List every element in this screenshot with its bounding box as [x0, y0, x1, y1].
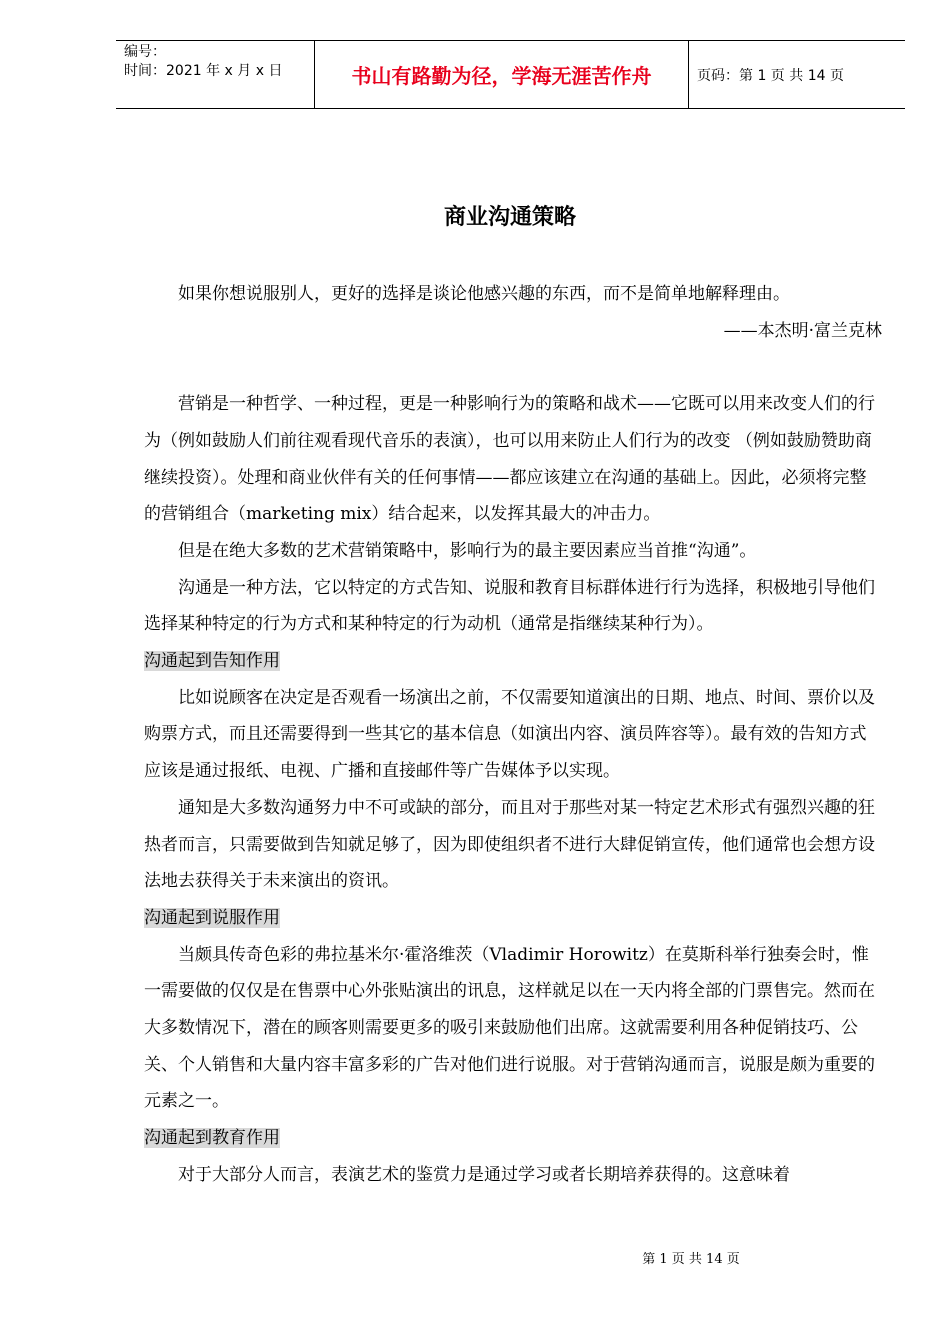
- paragraph: 营销是一种哲学、一种过程，更是一种影响行为的策略和战术——它既可以用来改变人们的行为（例如鼓励人们前往观看现代音乐的表演），也可以用来防止人们行为的改变 （例如鼓励赞助商继续投资）。处理和商业伙伴有关的任何事情——都应该建立在沟通的基础上。因此，必须将完整的营销组合（marketing mix）结合起来，以发挥其最大的冲击力。: [144, 394, 875, 525]
- epigraph-quote: 如果你想说服别人，更好的选择是谈论他感兴趣的东西，而不是简单地解释理由。: [178, 284, 790, 304]
- paragraph: 但是在绝大多数的艺术营销策略中，影响行为的最主要因素应当首推“沟通”。: [178, 540, 757, 561]
- section-heading: [144, 900, 882, 937]
- section-heading: [144, 643, 882, 680]
- section-heading-text: 沟通起到说服作用: [144, 907, 280, 928]
- paragraph: 比如说顾客在决定是否观看一场演出之前，不仅需要知道演出的日期、地点、时间、票价以及购票方式，而且还需要得到一些其它的基本信息（如演出内容、演员阵容等）。最有效的告知方式应该是通过报纸、电视、广播和直接邮件等广告媒体予以实现。: [144, 687, 875, 782]
- page-footer: 第 1 页 共 14 页: [642, 1252, 740, 1267]
- epigraph-author: ——本杰明·富兰克林: [723, 320, 882, 341]
- header-motto: 书山有路勤为径，学海无涯苦作舟: [315, 41, 689, 108]
- header-page-info: 页码：第 1 页 共 14 页: [697, 67, 844, 84]
- paragraph: 对于大部分人而言，表演艺术的鉴赏力是通过学习或者长期培养获得的。这意味着: [178, 1164, 790, 1185]
- spacer: [144, 349, 882, 386]
- section-heading-text: 沟通起到告知作用: [144, 651, 280, 672]
- document-body: [144, 276, 882, 1194]
- paragraph: 当颇具传奇色彩的弗拉基米尔·霍洛维茨（Vladimir Horowitz）在莫斯科举行独奏会时，惟一需要做的仅仅是在售票中心外张贴演出的讯息，这样就足以在一天内将全部的门票售完。然而在大多数情况下，潜在的顾客则需要更多的吸引来鼓励他们出席。这就需要利用各种促销技巧、公关、个人销售和大量内容丰富多彩的广告对他们进行说服。对于营销沟通而言，说服是颇为重要的元素之一。: [144, 944, 875, 1112]
- section-heading: [144, 1120, 882, 1157]
- header-table: [116, 40, 905, 109]
- paragraph: 通知是大多数沟通努力中不可或缺的部分，而且对于那些对某一特定艺术形式有强烈兴趣的狂热者而言，只需要做到告知就足够了，因为即使组织者不进行大肆促销宣传，他们通常也会想方设法地去获得关于未来演出的资讯。: [144, 797, 875, 892]
- number-label: 编号：: [124, 44, 166, 60]
- section-heading-text: 沟通起到教育作用: [144, 1128, 280, 1149]
- paragraph: 沟通是一种方法，它以特定的方式告知、说服和教育目标群体进行行为选择，积极地引导他们选择某种特定的行为方式和某种特定的行为动机（通常是指继续某种行为）。: [144, 577, 875, 635]
- header-meta-cell: [116, 41, 315, 108]
- document-title: 商业沟通策略: [443, 204, 576, 230]
- time-label: 时间：2021 年 x 月 x 日: [124, 63, 283, 79]
